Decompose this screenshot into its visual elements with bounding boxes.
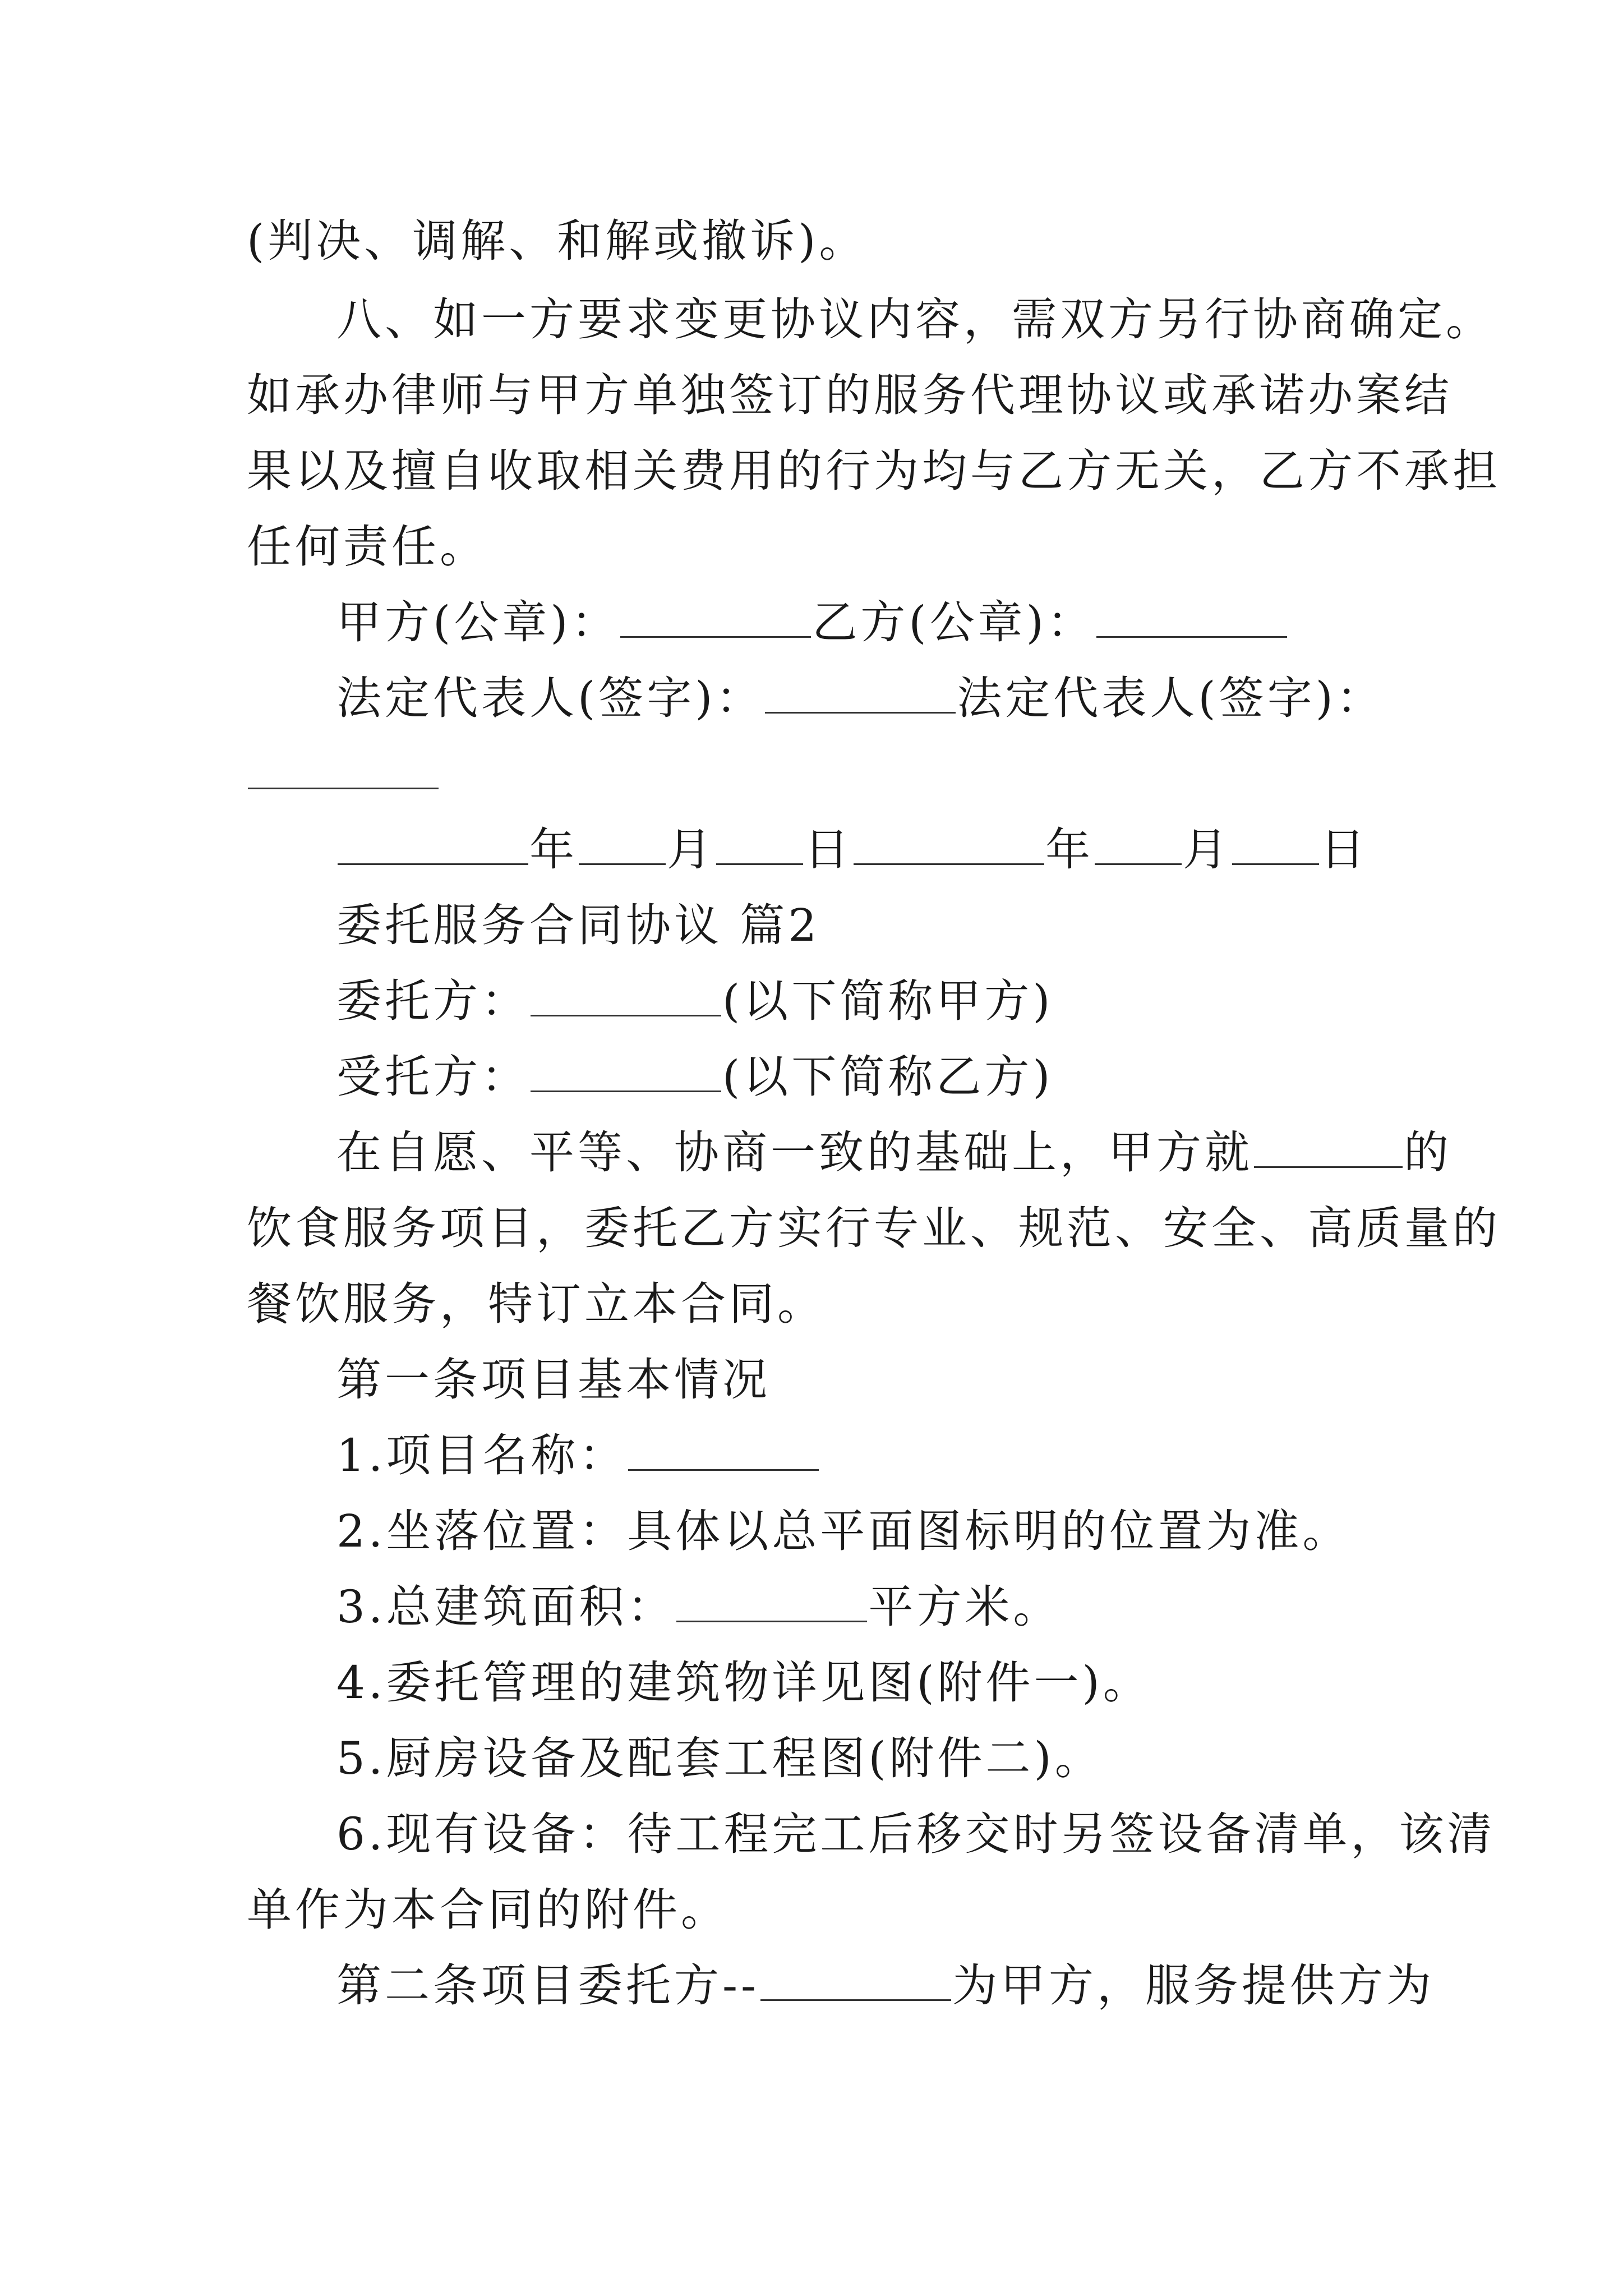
client-project-blank[interactable] (760, 1960, 951, 2001)
paragraph-line (247, 213, 867, 269)
party-b-representative-label: 法定代表人(签字)： (957, 672, 1385, 724)
party-b-year-blank[interactable] (854, 824, 1044, 865)
project-blank[interactable] (1254, 1127, 1403, 1168)
paragraph-line (247, 1200, 1501, 1257)
paragraph-line (247, 519, 488, 575)
section-title: 委托服务合同协议 篇2 (336, 899, 820, 951)
text: (判决、调解、和解或撤诉)。 (247, 215, 868, 267)
text: 5.厨房设备及配套工程图(附件二)。 (336, 1732, 1103, 1784)
paragraph-line (247, 367, 1453, 424)
list-item (336, 1806, 1495, 1862)
party-a-day-blank[interactable] (716, 824, 803, 865)
list-item (336, 1731, 1103, 1787)
paragraph-line (247, 443, 1501, 499)
party-b-seal-blank[interactable] (1096, 597, 1287, 638)
text: 第二条项目委托方-- (336, 1959, 760, 2012)
signature-line-representative (336, 670, 1385, 726)
text: 2.坐落位置：具体以总平面图标明的位置为准。 (336, 1505, 1351, 1557)
month-label: 月 (1183, 823, 1231, 876)
section-heading (336, 898, 820, 954)
party-line-client (336, 973, 1053, 1029)
day-label: 日 (1320, 823, 1368, 876)
text: 3.总建筑面积： (336, 1581, 676, 1633)
signature-line-seal (336, 595, 1288, 651)
party-a-seal-label: 甲方(公章)： (336, 596, 620, 648)
contractor-label: 受托方： (336, 1051, 529, 1103)
party-b-month-blank[interactable] (1095, 824, 1182, 865)
year-label: 年 (1045, 823, 1094, 876)
paragraph-line (336, 292, 1494, 348)
text: 为甲方，服务提供方为 (952, 1959, 1435, 2012)
text: 的 (1404, 1126, 1452, 1179)
list-item (336, 1503, 1350, 1559)
party-b-seal-label: 乙方(公章)： (812, 596, 1095, 648)
day-label: 日 (804, 823, 852, 876)
contractor-blank[interactable] (531, 1051, 721, 1092)
party-a-representative-label: 法定代表人(签字)： (336, 672, 764, 724)
party-a-representative-blank[interactable] (765, 673, 956, 714)
party-b-representative-blank[interactable] (248, 748, 439, 789)
party-a-year-blank[interactable] (338, 824, 528, 865)
building-area-blank[interactable] (676, 1581, 867, 1622)
project-name-blank[interactable] (628, 1430, 819, 1471)
text: 4.委托管理的建筑物详见图(附件一)。 (336, 1657, 1151, 1709)
text: 第一条项目基本情况 (336, 1354, 771, 1406)
text: 八、如一方要求变更协议内容，需双方另行协商确定。 (336, 293, 1494, 346)
date-line (336, 822, 1368, 878)
party-a-seal-blank[interactable] (620, 597, 811, 638)
party-line-contractor (336, 1049, 1053, 1105)
party-a-month-blank[interactable] (579, 824, 666, 865)
client-blank[interactable] (531, 976, 721, 1016)
contractor-note: (以下简称乙方) (722, 1051, 1054, 1103)
list-item-continuation (247, 1882, 729, 1938)
signature-line-overflow (247, 746, 440, 802)
party-b-day-blank[interactable] (1232, 824, 1319, 865)
text: 1.项目名称： (336, 1429, 628, 1481)
article-heading (336, 1958, 1435, 2014)
text: 如承办律师与甲方单独签订的服务代理协议或承诺办案结 (247, 369, 1453, 421)
text: 任何责任。 (247, 521, 488, 573)
client-note: (以下简称甲方) (722, 975, 1054, 1027)
month-label: 月 (667, 823, 715, 876)
article-heading (336, 1352, 771, 1408)
text: 在自愿、平等、协商一致的基础上，甲方就 (336, 1126, 1253, 1179)
paragraph-line (336, 1125, 1452, 1181)
list-item (336, 1655, 1151, 1711)
text: 单作为本合同的附件。 (247, 1884, 729, 1936)
list-item (336, 1428, 820, 1484)
text: 6.现有设备：待工程完工后移交时另签设备清单，该清 (336, 1808, 1496, 1860)
text: 餐饮服务，特订立本合同。 (247, 1278, 826, 1330)
text: 平方米。 (868, 1581, 1062, 1633)
text: 饮食服务项目，委托乙方实行专业、规范、安全、高质量的 (247, 1202, 1501, 1254)
paragraph-line (247, 1276, 826, 1332)
text: 果以及擅自收取相关费用的行为均与乙方无关，乙方不承担 (247, 445, 1501, 497)
list-item (336, 1579, 1061, 1635)
year-label: 年 (529, 823, 578, 876)
client-label: 委托方： (336, 975, 529, 1027)
